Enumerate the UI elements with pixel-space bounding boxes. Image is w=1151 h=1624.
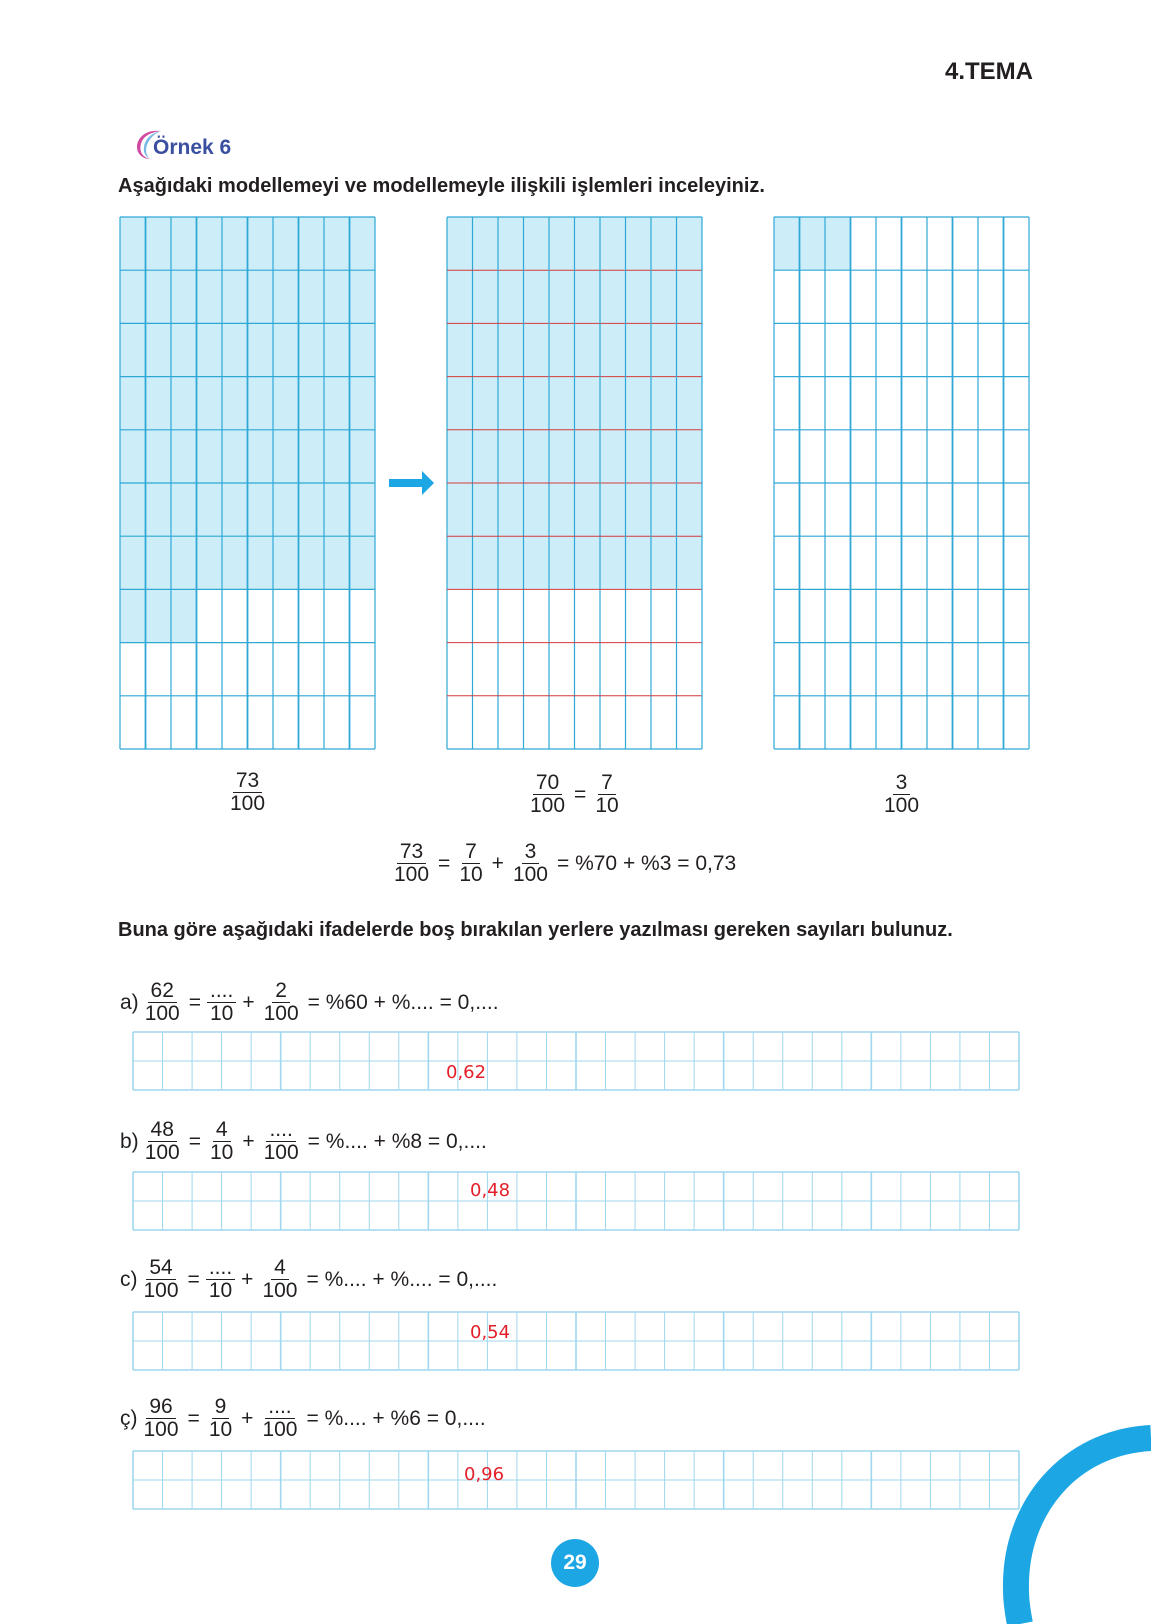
shaded-cell	[498, 430, 524, 483]
shaded-cell	[273, 430, 299, 483]
shaded-cell	[350, 483, 376, 536]
shaded-cell	[324, 536, 350, 589]
shaded-cell	[774, 217, 800, 270]
shaded-cell	[350, 217, 376, 270]
answer-grid[interactable]	[132, 1450, 1020, 1510]
exercise-b-answer: 0,48	[470, 1180, 511, 1201]
shaded-cell	[600, 270, 626, 323]
shaded-cell	[197, 270, 223, 323]
shaded-cell	[800, 217, 826, 270]
shaded-cell	[324, 483, 350, 536]
corner-arc-decoration	[1000, 1420, 1151, 1624]
shaded-cell	[146, 377, 172, 430]
shaded-cell	[651, 270, 677, 323]
shaded-cell	[324, 270, 350, 323]
shaded-cell	[171, 536, 197, 589]
shaded-cell	[549, 270, 575, 323]
shaded-cell	[171, 217, 197, 270]
shaded-cell	[549, 323, 575, 376]
shaded-cell	[324, 430, 350, 483]
shaded-cell	[825, 217, 851, 270]
summary-equation: $\frac{73}{100}$ = $\frac{7}{10}$ + $\frac{3}{100}$ = %70 + %3 = 0,73	[394, 840, 737, 886]
shaded-cell	[197, 323, 223, 376]
shaded-cell	[498, 217, 524, 270]
shaded-cell	[651, 483, 677, 536]
shaded-cell	[473, 270, 499, 323]
shaded-cell	[171, 430, 197, 483]
shaded-cell	[324, 217, 350, 270]
shaded-cell	[350, 536, 376, 589]
shaded-cell	[651, 323, 677, 376]
shaded-cell	[447, 536, 473, 589]
shaded-cell	[171, 377, 197, 430]
shaded-cell	[600, 377, 626, 430]
shaded-cell	[575, 323, 601, 376]
model2-fraction: $\frac{70}{100}$ = $\frac{7}{10}$	[530, 771, 619, 817]
hundredths-grid	[120, 217, 375, 749]
shaded-cell	[677, 377, 703, 430]
shaded-cell	[273, 323, 299, 376]
shaded-cell	[677, 430, 703, 483]
shaded-cell	[626, 377, 652, 430]
shaded-cell	[146, 430, 172, 483]
example-title: Örnek 6	[153, 136, 232, 159]
model1-fraction: $\frac{73}{100}$	[230, 769, 266, 815]
shaded-cell	[447, 483, 473, 536]
shaded-cell	[677, 536, 703, 589]
exercise-a-equation: a) $\frac{62}{100}$ = $\frac{....}{10}$ + $\frac{2}{100}$ = %60 + %.... = 0,....	[120, 979, 499, 1025]
shaded-cell	[498, 323, 524, 376]
shaded-cell	[575, 217, 601, 270]
shaded-cell	[447, 377, 473, 430]
shaded-cell	[524, 323, 550, 376]
shaded-cell	[677, 483, 703, 536]
shaded-cell	[350, 270, 376, 323]
theme-label: 4.TEMA	[944, 58, 1033, 85]
shaded-cell	[120, 270, 146, 323]
example-instruction: Aşağıdaki modellemeyi ve modellemeyle ilişkili işlemleri inceleyiniz.	[118, 175, 765, 197]
shaded-cell	[171, 270, 197, 323]
shaded-cell	[273, 377, 299, 430]
shaded-cell	[222, 270, 248, 323]
exercise-c-answer: 0,54	[470, 1322, 511, 1343]
shaded-cell	[524, 270, 550, 323]
shaded-cell	[299, 270, 325, 323]
exercise-b-equation: b) $\frac{48}{100}$ = $\frac{4}{10}$ + $\frac{....}{100}$ = %.... + %8 = 0,....	[120, 1118, 487, 1164]
shaded-cell	[524, 483, 550, 536]
arrow-right-icon	[389, 471, 434, 495]
shaded-cell	[299, 217, 325, 270]
shaded-cell	[524, 430, 550, 483]
answer-grid[interactable]	[132, 1031, 1020, 1091]
shaded-cell	[447, 270, 473, 323]
hundredths-grid	[774, 217, 1029, 749]
shaded-cell	[651, 217, 677, 270]
shaded-cell	[222, 217, 248, 270]
shaded-cell	[273, 217, 299, 270]
shaded-cell	[473, 430, 499, 483]
shaded-cell	[549, 377, 575, 430]
hundredths-grid	[447, 217, 702, 749]
shaded-cell	[524, 377, 550, 430]
model3-fraction: $\frac{3}{100}$	[884, 771, 920, 817]
shaded-cell	[248, 430, 274, 483]
shaded-cell	[222, 323, 248, 376]
shaded-cell	[447, 323, 473, 376]
shaded-cell	[324, 323, 350, 376]
hundredths-models	[0, 0, 1151, 760]
shaded-cell	[524, 536, 550, 589]
shaded-cell	[600, 217, 626, 270]
exercise-c-equation: c) $\frac{54}{100}$ = $\frac{....}{10}$ + $\frac{4}{100}$ = %.... + %.... = 0,....	[120, 1256, 498, 1302]
shaded-cell	[120, 323, 146, 376]
shaded-cell	[273, 536, 299, 589]
shaded-cell	[473, 323, 499, 376]
shaded-cell	[473, 483, 499, 536]
exercise-cc-answer: 0,96	[464, 1464, 505, 1485]
shaded-cell	[299, 536, 325, 589]
shaded-cell	[171, 589, 197, 642]
shaded-cell	[498, 536, 524, 589]
shaded-cell	[600, 483, 626, 536]
shaded-cell	[651, 536, 677, 589]
shaded-cell	[626, 483, 652, 536]
shaded-cell	[575, 536, 601, 589]
shaded-cell	[222, 430, 248, 483]
shaded-cell	[350, 323, 376, 376]
shaded-cell	[473, 377, 499, 430]
shaded-cell	[651, 430, 677, 483]
exercise-a-answer: 0,62	[446, 1062, 487, 1083]
shaded-cell	[473, 217, 499, 270]
shaded-cell	[626, 217, 652, 270]
shaded-cell	[600, 536, 626, 589]
shaded-cell	[120, 217, 146, 270]
shaded-cell	[197, 483, 223, 536]
shaded-cell	[677, 217, 703, 270]
shaded-cell	[146, 323, 172, 376]
shaded-cell	[120, 430, 146, 483]
shaded-cell	[197, 217, 223, 270]
shaded-cell	[498, 270, 524, 323]
shaded-cell	[524, 217, 550, 270]
shaded-cell	[146, 217, 172, 270]
shaded-cell	[299, 377, 325, 430]
shaded-cell	[222, 377, 248, 430]
shaded-cell	[248, 323, 274, 376]
shaded-cell	[549, 483, 575, 536]
shaded-cell	[248, 270, 274, 323]
shaded-cell	[575, 430, 601, 483]
shaded-cell	[299, 483, 325, 536]
shaded-cell	[677, 270, 703, 323]
shaded-cell	[575, 483, 601, 536]
shaded-cell	[350, 430, 376, 483]
shaded-cell	[626, 270, 652, 323]
shaded-cell	[473, 536, 499, 589]
shaded-cell	[171, 323, 197, 376]
shaded-cell	[197, 430, 223, 483]
shaded-cell	[197, 377, 223, 430]
shaded-cell	[120, 483, 146, 536]
shaded-cell	[146, 536, 172, 589]
answer-grid[interactable]	[132, 1171, 1020, 1231]
shaded-cell	[498, 377, 524, 430]
shaded-cell	[549, 217, 575, 270]
shaded-cell	[626, 536, 652, 589]
shaded-cell	[677, 323, 703, 376]
shaded-cell	[146, 483, 172, 536]
shaded-cell	[324, 377, 350, 430]
shaded-cell	[222, 536, 248, 589]
shaded-cell	[146, 589, 172, 642]
shaded-cell	[248, 377, 274, 430]
shaded-cell	[171, 483, 197, 536]
shaded-cell	[626, 430, 652, 483]
shaded-cell	[350, 377, 376, 430]
shaded-cell	[600, 323, 626, 376]
shaded-cell	[626, 323, 652, 376]
shaded-cell	[248, 483, 274, 536]
shaded-cell	[549, 430, 575, 483]
shaded-cell	[146, 270, 172, 323]
shaded-cell	[248, 536, 274, 589]
answer-grid[interactable]	[132, 1311, 1020, 1371]
shaded-cell	[498, 483, 524, 536]
shaded-cell	[120, 536, 146, 589]
shaded-cell	[299, 430, 325, 483]
shaded-cell	[120, 589, 146, 642]
shaded-cell	[248, 217, 274, 270]
shaded-cell	[447, 430, 473, 483]
shaded-cell	[575, 270, 601, 323]
shaded-cell	[197, 536, 223, 589]
shaded-cell	[273, 270, 299, 323]
shaded-cell	[273, 483, 299, 536]
exercise-cc-equation: ç) $\frac{96}{100}$ = $\frac{9}{10}$ + $\frac{....}{100}$ = %.... + %6 = 0,....	[120, 1395, 486, 1441]
shaded-cell	[600, 430, 626, 483]
shaded-cell	[299, 323, 325, 376]
shaded-cell	[120, 377, 146, 430]
task-instruction: Buna göre aşağıdaki ifadelerde boş bırakılan yerlere yazılması gereken sayıları bulunuz.	[118, 919, 953, 941]
shaded-cell	[447, 217, 473, 270]
shaded-cell	[549, 536, 575, 589]
shaded-cell	[222, 483, 248, 536]
shaded-cell	[575, 377, 601, 430]
page-number: 29	[551, 1539, 599, 1587]
shaded-cell	[651, 377, 677, 430]
